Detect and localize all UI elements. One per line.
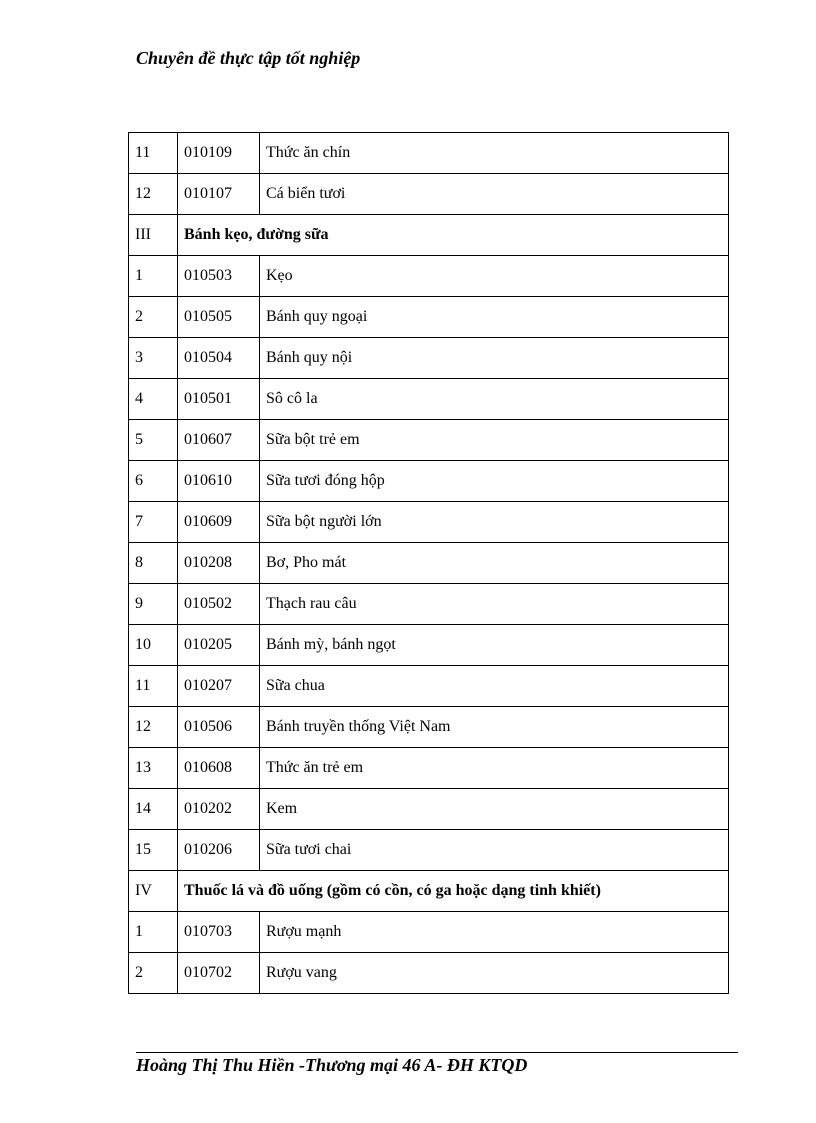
table-row: [129, 707, 729, 748]
row-number: 1: [129, 256, 178, 297]
product-name: Thức ăn chín: [260, 133, 729, 174]
table-row: [129, 584, 729, 625]
product-name: Bơ, Pho mát: [260, 543, 729, 584]
section-number: III: [129, 215, 178, 256]
product-code: 010607: [178, 420, 260, 461]
product-name: Bánh mỳ, bánh ngọt: [260, 625, 729, 666]
product-name: Bánh quy nội: [260, 338, 729, 379]
product-code: 010206: [178, 830, 260, 871]
product-name: Sô cô la: [260, 379, 729, 420]
product-name: Cá biển tươi: [260, 174, 729, 215]
table-row: [129, 953, 729, 994]
product-name: Sữa tươi chai: [260, 830, 729, 871]
row-number: 4: [129, 379, 178, 420]
section-title: Bánh kẹo, đường sữa: [178, 215, 729, 256]
product-name: Thức ăn trẻ em: [260, 748, 729, 789]
table-row: [129, 748, 729, 789]
table-row: [129, 625, 729, 666]
product-name: Bánh truyền thống Việt Nam: [260, 707, 729, 748]
product-name: Rượu mạnh: [260, 912, 729, 953]
row-number: 6: [129, 461, 178, 502]
table-row: [129, 912, 729, 953]
product-code: 010703: [178, 912, 260, 953]
table-row: [129, 666, 729, 707]
table-row: [129, 830, 729, 871]
table-row: [129, 789, 729, 830]
row-number: 7: [129, 502, 178, 543]
product-code: 010503: [178, 256, 260, 297]
product-code: 010702: [178, 953, 260, 994]
product-name: Thạch rau câu: [260, 584, 729, 625]
row-number: 1: [129, 912, 178, 953]
row-number: 15: [129, 830, 178, 871]
page-header-title: Chuyên đề thực tập tốt nghiệp: [136, 48, 361, 68]
table-row: [129, 174, 729, 215]
table-row: [129, 543, 729, 584]
product-code: 010505: [178, 297, 260, 338]
page-footer-author: Hoàng Thị Thu Hiền -Thương mại 46 A- ĐH KTQD: [136, 1055, 528, 1075]
product-code: 010609: [178, 502, 260, 543]
section-number: IV: [129, 871, 178, 912]
row-number: 8: [129, 543, 178, 584]
row-number: 14: [129, 789, 178, 830]
product-code: 010608: [178, 748, 260, 789]
product-name: Sữa bột trẻ em: [260, 420, 729, 461]
table-row: [129, 297, 729, 338]
product-name: Sữa bột người lớn: [260, 502, 729, 543]
row-number: 5: [129, 420, 178, 461]
table-row: [129, 502, 729, 543]
product-code-table: [128, 132, 729, 994]
product-code: 010109: [178, 133, 260, 174]
row-number: 11: [129, 133, 178, 174]
row-number: 2: [129, 953, 178, 994]
row-number: 9: [129, 584, 178, 625]
product-code: 010610: [178, 461, 260, 502]
product-code: 010205: [178, 625, 260, 666]
section-title: Thuốc lá và đồ uống (gồm có cồn, có ga hoặc dạng tinh khiết): [178, 871, 729, 912]
product-name: Rượu vang: [260, 953, 729, 994]
product-code: 010107: [178, 174, 260, 215]
row-number: 13: [129, 748, 178, 789]
table-row: [129, 133, 729, 174]
product-code: 010502: [178, 584, 260, 625]
row-number: 3: [129, 338, 178, 379]
table-row: [129, 379, 729, 420]
product-code: 010501: [178, 379, 260, 420]
product-name: Kem: [260, 789, 729, 830]
section-row: [129, 871, 729, 912]
product-name: Sữa tươi đóng hộp: [260, 461, 729, 502]
table-body: [129, 133, 729, 994]
row-number: 10: [129, 625, 178, 666]
product-name: Kẹo: [260, 256, 729, 297]
row-number: 12: [129, 707, 178, 748]
table-row: [129, 338, 729, 379]
product-code: 010207: [178, 666, 260, 707]
row-number: 12: [129, 174, 178, 215]
table-row: [129, 420, 729, 461]
row-number: 2: [129, 297, 178, 338]
product-code: 010504: [178, 338, 260, 379]
footer-divider: [136, 1052, 738, 1053]
product-name: Bánh quy ngoại: [260, 297, 729, 338]
product-code: 010208: [178, 543, 260, 584]
product-code: 010506: [178, 707, 260, 748]
table-row: [129, 256, 729, 297]
row-number: 11: [129, 666, 178, 707]
product-name: Sữa chua: [260, 666, 729, 707]
section-row: [129, 215, 729, 256]
product-code: 010202: [178, 789, 260, 830]
table-row: [129, 461, 729, 502]
